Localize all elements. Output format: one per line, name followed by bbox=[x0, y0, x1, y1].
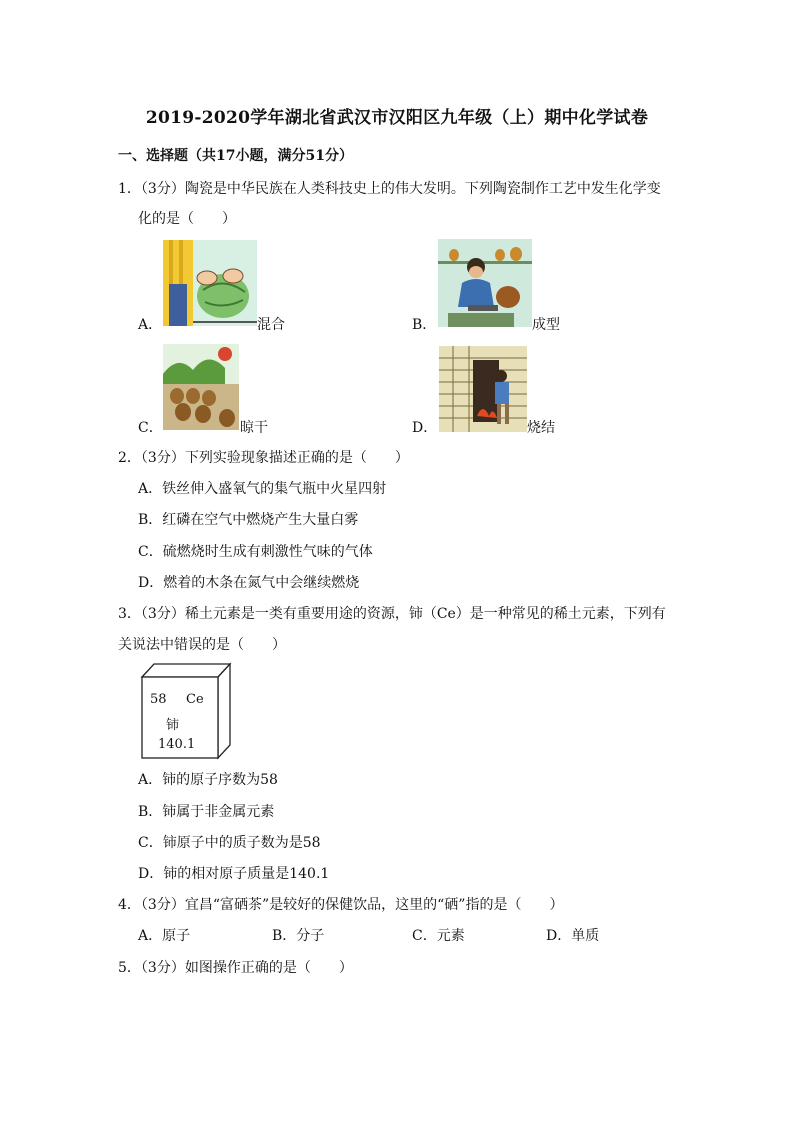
q3-option-b: B．铈属于非金属元素 bbox=[138, 804, 275, 820]
q4-option-c: C．元素 bbox=[412, 928, 465, 944]
q2-option-c: C．硫燃烧时生成有刺激性气味的气体 bbox=[138, 544, 373, 560]
q1-option-d-caption: 烧结 bbox=[527, 420, 555, 436]
firing-kiln-picture bbox=[439, 346, 527, 432]
question-2-line-1: 2．（3分）下列实验现象描述正确的是（ ） bbox=[118, 450, 409, 466]
q2-option-d: D．燃着的木条在氮气中会继续燃烧 bbox=[138, 575, 360, 591]
q3-option-c: C．铈原子中的质子数为是58 bbox=[138, 835, 321, 851]
q1-option-c-caption: 晾干 bbox=[240, 420, 268, 436]
document-title: 2019-2020学年湖北省武汉市汉阳区九年级（上）期中化学试卷 bbox=[145, 108, 649, 128]
q4-option-a: A．原子 bbox=[138, 928, 191, 944]
section-heading: 一、选择题（共17小题，满分51分） bbox=[118, 148, 353, 164]
q1-option-d-letter: D． bbox=[412, 420, 438, 436]
question-1-line-1: 1．（3分）陶瓷是中华民族在人类科技史上的伟大发明。下列陶瓷制作工艺中发生化学变 bbox=[118, 181, 661, 197]
q4-option-d: D．单质 bbox=[546, 928, 600, 944]
q2-option-b: B．红磷在空气中燃烧产生大量白雾 bbox=[138, 512, 359, 528]
question-3-line-2: 关说法中错误的是（ ） bbox=[118, 637, 286, 653]
element-symbol: Ce bbox=[186, 692, 204, 707]
q1-option-b-caption: 成型 bbox=[532, 317, 560, 333]
q3-option-d: D．铈的相对原子质量是140.1 bbox=[138, 866, 330, 882]
mixing-clay-picture bbox=[163, 240, 257, 326]
question-5-line-1: 5．（3分）如图操作正确的是（ ） bbox=[118, 960, 353, 976]
question-4-line-1: 4．（3分）宜昌“富硒茶”是较好的保健饮品，这里的“硒”指的是（ ） bbox=[118, 897, 564, 913]
q1-option-a-letter: A． bbox=[138, 317, 163, 333]
q2-option-a: A．铁丝伸入盛氧气的集气瓶中火星四射 bbox=[138, 481, 387, 497]
question-3-line-1: 3．（3分）稀土元素是一类有重要用途的资源，铈（Ce）是一种常见的稀土元素，下列有 bbox=[118, 606, 666, 622]
element-atomic-number: 58 bbox=[150, 692, 167, 707]
q1-option-c-letter: C． bbox=[138, 420, 163, 436]
question-1-line-2: 化的是（ ） bbox=[138, 211, 236, 227]
q1-option-b-letter: B． bbox=[412, 317, 437, 333]
element-name: 铈 bbox=[166, 718, 180, 733]
q1-option-a-caption: 混合 bbox=[257, 317, 285, 333]
shaping-pottery-picture bbox=[438, 239, 532, 327]
drying-pottery-picture bbox=[163, 344, 239, 430]
q4-option-b: B．分子 bbox=[272, 928, 325, 944]
q3-option-a: A．铈的原子序数为58 bbox=[138, 772, 278, 788]
element-atomic-mass: 140.1 bbox=[158, 737, 196, 752]
